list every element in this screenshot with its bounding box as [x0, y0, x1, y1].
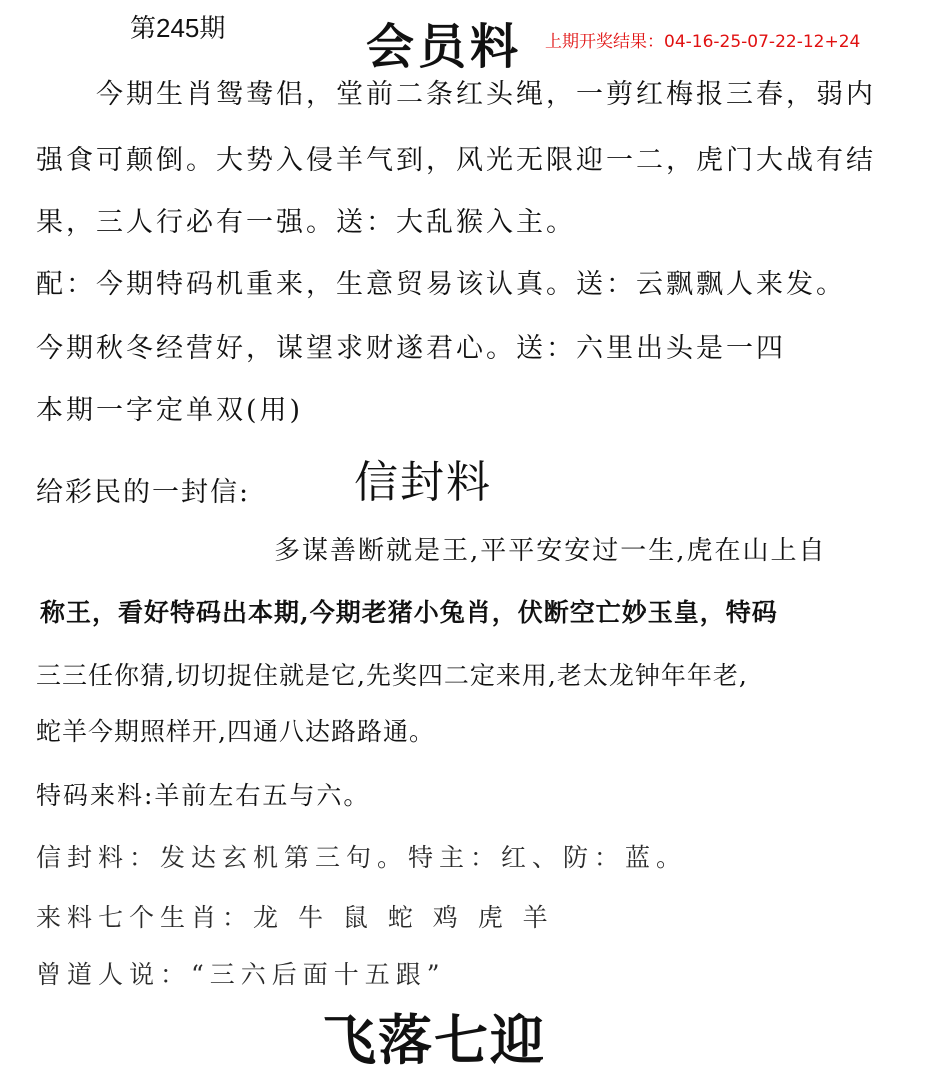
- member-line-6: 本期一字定单双(用): [36, 395, 304, 426]
- note-line-3: 曾道人说：“三六后面十五跟”: [36, 960, 446, 989]
- letter-line-5: 特码来料:羊前左右五与六。: [36, 781, 371, 810]
- member-line-2: 强食可颠倒。大势入侵羊气到，风光无限迎一二，虎门大战有结: [36, 145, 876, 176]
- member-line-5: 今期秋冬经营好，谋望求财遂君心。送：六里出头是一四: [36, 333, 786, 364]
- member-line-1: 今期生肖鸳鸯侣，堂前二条红头绳，一剪红梅报三春，弱内: [96, 79, 876, 110]
- note-line-1: 信封料：发达玄机第三句。特主：红、防：蓝。: [36, 843, 688, 872]
- footer-title: 飞落七迎: [322, 1008, 546, 1072]
- letter-intro: 给彩民的一封信:: [36, 477, 251, 508]
- note-line-2: 来料七个生肖：龙 牛 鼠 蛇 鸡 虎 羊: [36, 903, 554, 932]
- letter-line-2: 称王，看好特码出本期,今期老猪小兔肖，伏断空亡妙玉皇，特码: [40, 598, 778, 627]
- previous-result: 上期开奖结果：04-16-25-07-22-12+24: [545, 32, 861, 52]
- letter-title: 信封料: [354, 457, 492, 508]
- member-line-4: 配：今期特码机重来，生意贸易该认真。送：云飘飘人来发。: [36, 269, 846, 300]
- page-title: 会员料: [366, 19, 523, 75]
- letter-line-4: 蛇羊今期照样开,四通八达路路通。: [36, 717, 435, 746]
- letter-line-1: 多谋善断就是王,平平安安过一生,虎在山上自: [274, 536, 827, 566]
- issue-number: 第245期: [130, 13, 226, 43]
- member-line-3: 果，三人行必有一强。送：大乱猴入主。: [36, 207, 576, 238]
- letter-line-3: 三三任你猜,切切捉住就是它,先奖四二定来用,老太龙钟年年老,: [36, 661, 748, 690]
